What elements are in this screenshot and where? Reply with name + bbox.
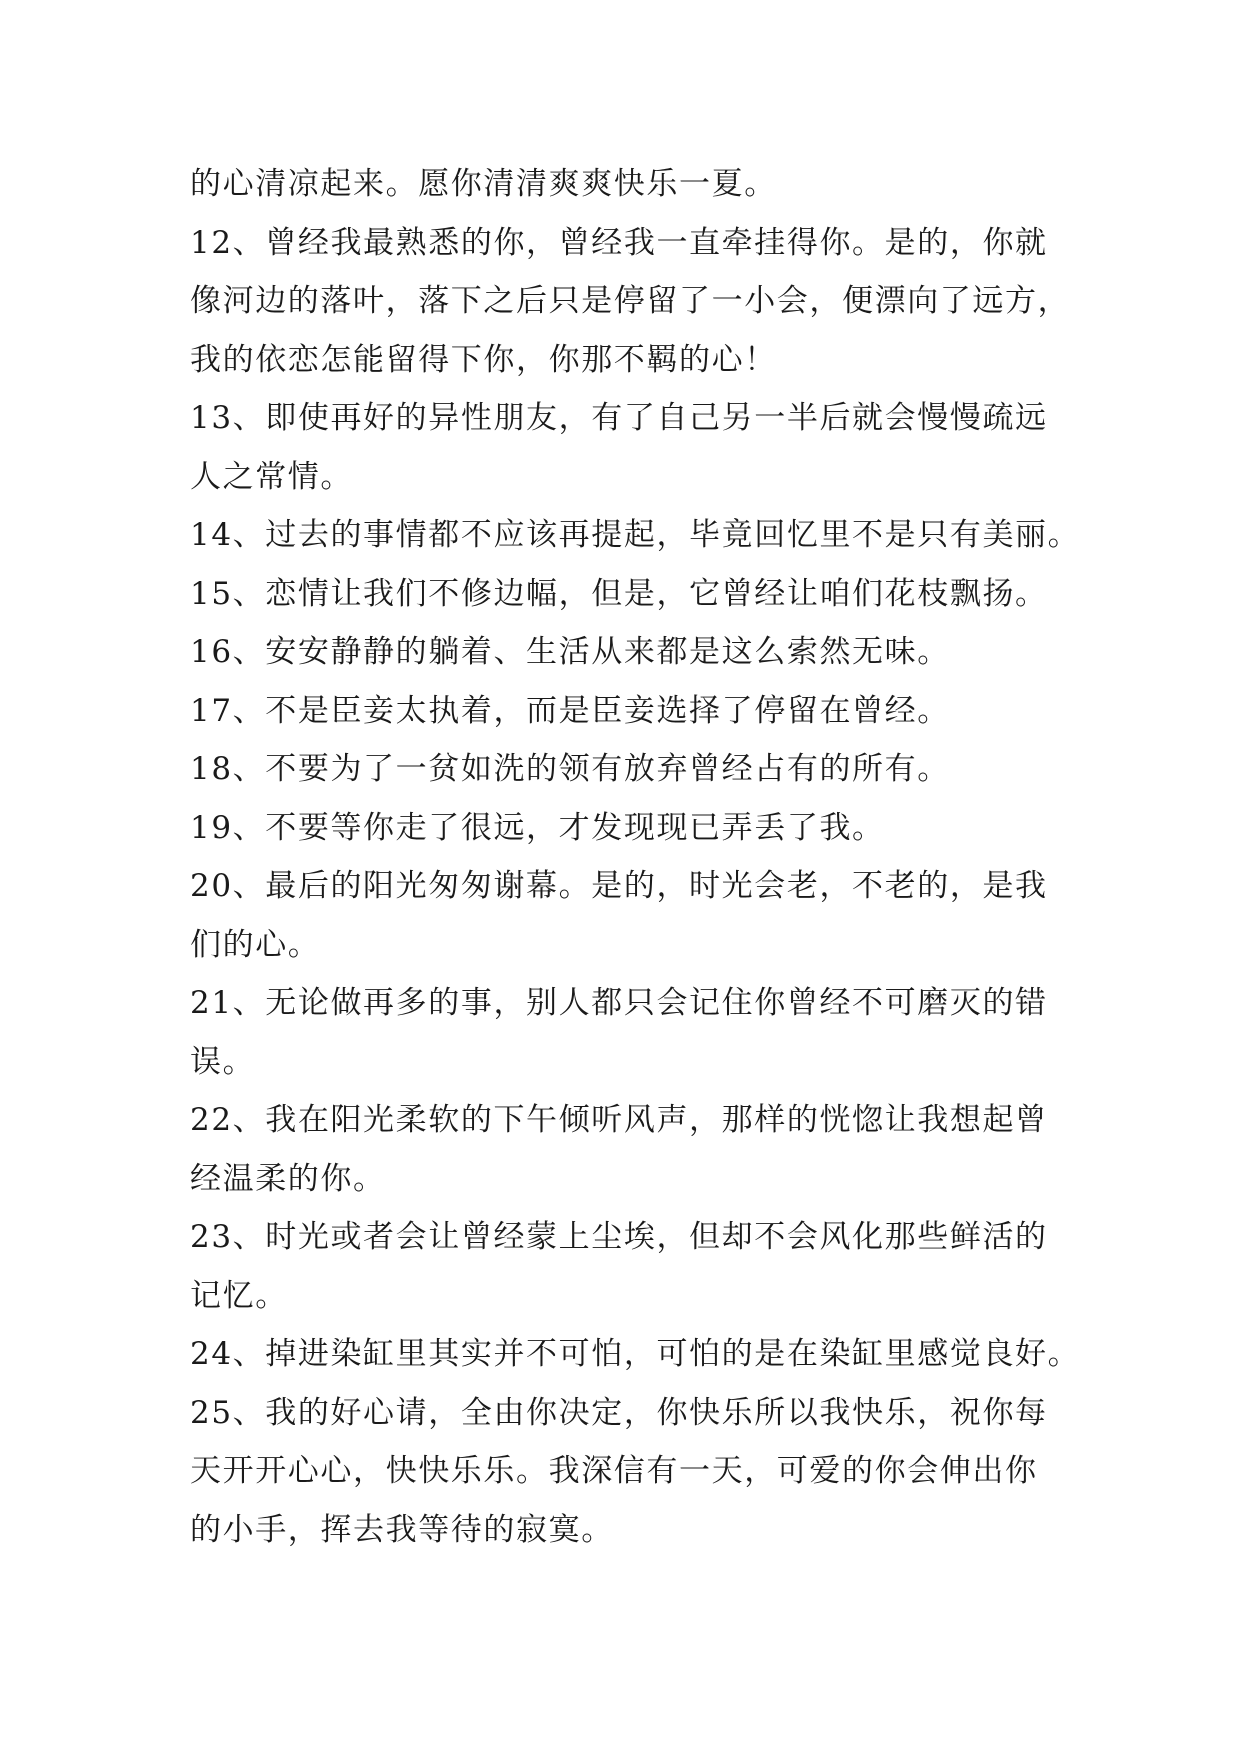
text-line: 们的心。 xyxy=(190,926,321,963)
text-line: 记忆。 xyxy=(190,1277,288,1314)
text-line: 天开开心心，快快乐乐。我深信有一天，可爱的你会伸出你 xyxy=(190,1453,1038,1489)
text-line: 误。 xyxy=(190,1043,256,1080)
text-line: 的心清凉起来。愿你清清爽爽快乐一夏。 xyxy=(190,166,777,202)
text-line: 22、我在阳光柔软的下午倾听风声，那样的恍惚让我想起曾 xyxy=(190,1102,1048,1138)
text-line: 的小手，挥去我等待的寂寞。 xyxy=(190,1511,614,1548)
document-body xyxy=(190,155,1081,1559)
text-line: 我的依恋怎能留得下你，你那不羁的心！ xyxy=(190,341,777,378)
text-line: 人之常情。 xyxy=(190,458,353,495)
text-line: 17、不是臣妾太执着，而是臣妾选择了停留在曾经。 xyxy=(190,692,950,729)
text-line: 18、不要为了一贫如洗的领有放弃曾经占有的所有。 xyxy=(190,751,950,787)
text-line: 20、最后的阳光匆匆谢幕。是的，时光会老，不老的，是我 xyxy=(190,868,1048,904)
text-line: 21、无论做再多的事，别人都只会记住你曾经不可磨灭的错 xyxy=(190,985,1048,1021)
text-line: 23、时光或者会让曾经蒙上尘埃，但却不会风化那些鲜活的 xyxy=(190,1219,1048,1255)
text-line: 14、过去的事情都不应该再提起，毕竟回忆里不是只有美丽。 xyxy=(190,517,1081,553)
text-line: 16、安安静静的躺着、生活从来都是这么索然无味。 xyxy=(190,634,950,670)
text-line: 19、不要等你走了很远，才发现现已弄丢了我。 xyxy=(190,809,885,846)
text-line: 经温柔的你。 xyxy=(190,1160,386,1197)
text-line: 12、曾经我最熟悉的你，曾经我一直牵挂得你。是的，你就 xyxy=(190,224,1048,261)
text-line: 25、我的好心请，全由你决定，你快乐所以我快乐，祝你每 xyxy=(190,1394,1048,1431)
text-line: 13、即使再好的异性朋友，有了自己另一半后就会慢慢疏远 xyxy=(190,400,1048,436)
text-line: 像河边的落叶，落下之后只是停留了一小会，便漂向了远方， xyxy=(190,283,1071,319)
text-line: 15、恋情让我们不修边幅，但是，它曾经让咱们花枝飘扬。 xyxy=(190,575,1048,612)
text-line: 24、掉进染缸里其实并不可怕，可怕的是在染缸里感觉良好。 xyxy=(190,1336,1081,1372)
